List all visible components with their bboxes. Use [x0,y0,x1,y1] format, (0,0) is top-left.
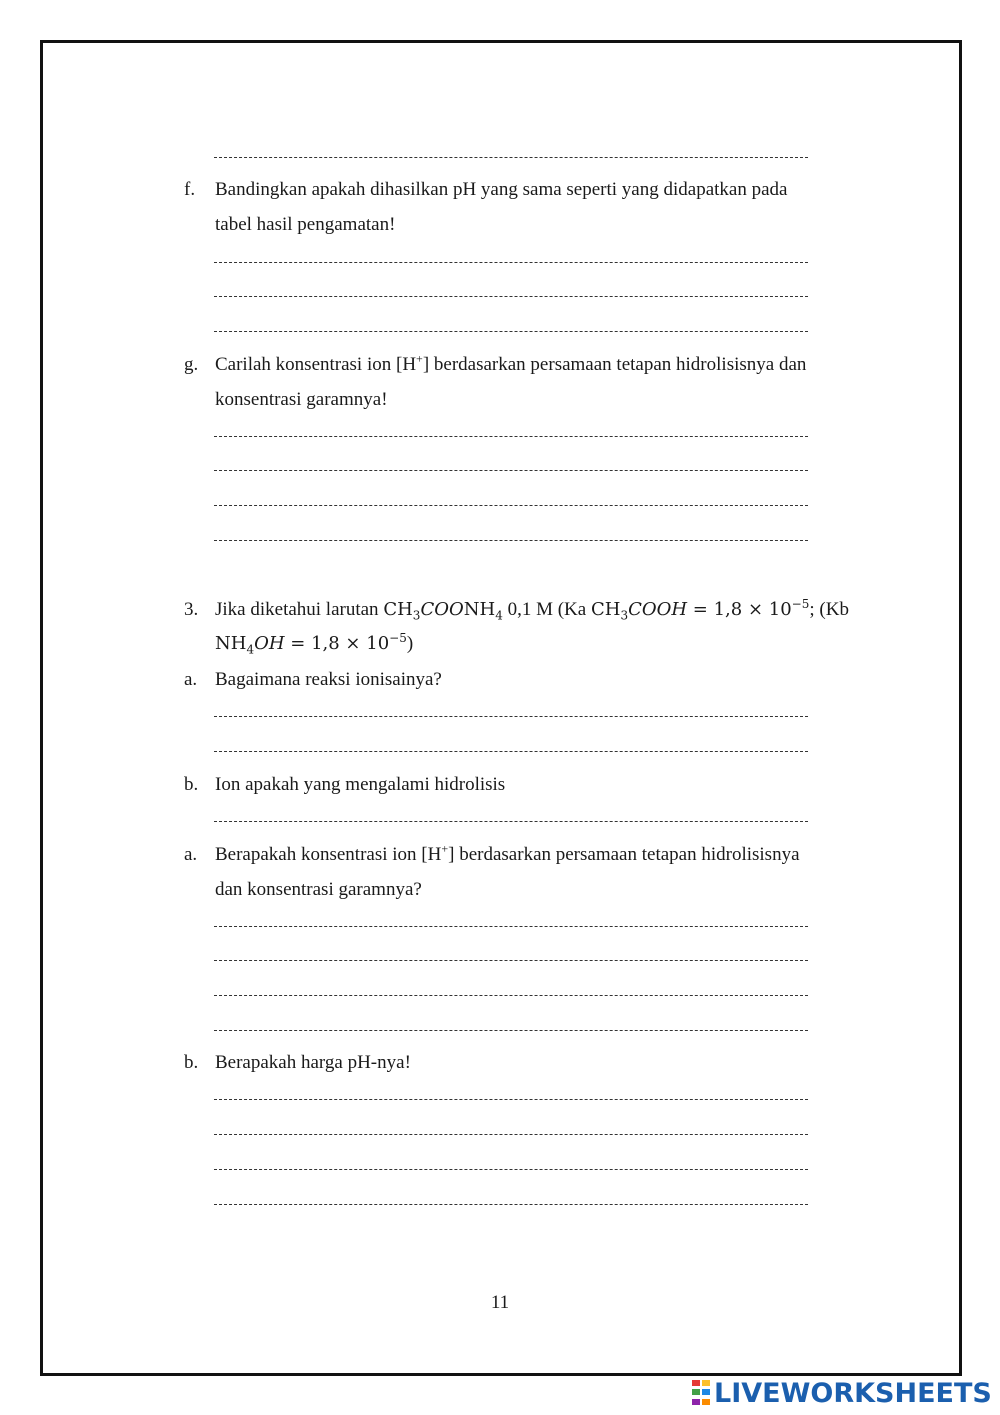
logo-block [702,1399,710,1405]
answer-line[interactable] [214,505,808,506]
logo-block [692,1380,700,1386]
page-number: 11 [490,1292,510,1313]
liveworksheets-logo [692,1376,992,1410]
question-3c-text-line2: dan konsentrasi garamnya? [215,879,422,900]
question-g-text-line2: konsentrasi garamnya! [215,389,388,410]
answer-line[interactable] [214,1134,808,1135]
question-3d-text: Berapakah harga pH-nya! [215,1052,411,1073]
logo-icon [692,1380,710,1406]
answer-line[interactable] [214,995,808,996]
question-f-text-line2: tabel hasil pengamatan! [215,214,396,235]
answer-line[interactable] [214,436,808,437]
answer-line[interactable] [214,470,808,471]
question-3a-label: a. [184,669,198,690]
formula-ch3coonh4: $CH_3COONH_4$ [383,599,503,623]
question-3c-label: a. [184,844,198,865]
answer-line[interactable] [214,1204,808,1205]
question-g-label: g. [184,354,199,375]
answer-line[interactable] [214,1169,808,1170]
answer-line[interactable] [214,716,808,717]
logo-block [692,1399,700,1405]
logo-block [692,1389,700,1395]
question-f-text: Bandingkan apakah dihasilkan pH yang sama seperti yang didapatkan pada [215,179,788,200]
question-3-text: Jika diketahui larutan $CH_3COONH_4$ 0,1 M (Ka $CH_3COOH = 1,8 \times 10^{-5}$; (Kb [215,597,849,623]
answer-line[interactable] [214,540,808,541]
answer-line[interactable] [214,1030,808,1031]
question-3a-text: Bagaimana reaksi ionisainya? [215,669,442,690]
question-3d-label: b. [184,1052,199,1073]
answer-line[interactable] [214,751,808,752]
question-3c-text: Berapakah konsentrasi ion [H+] berdasarkan persamaan tetapan hidrolisisnya [215,841,800,865]
question-3-text-line2: $NH_4OH = 1,8 \times 10^{-5}$) [215,631,414,657]
answer-line[interactable] [214,960,808,961]
answer-line[interactable] [214,296,808,297]
answer-line[interactable] [214,331,808,332]
question-3-label: 3. [184,599,199,620]
answer-line[interactable] [214,262,808,263]
answer-line[interactable] [214,157,808,158]
question-3b-label: b. [184,774,199,795]
page-border [40,40,962,1376]
answer-line[interactable] [214,1099,808,1100]
formula-ka: $CH_3COOH = 1,8 \times 10^{-5}$ [590,597,810,623]
formula-kb: $NH_4OH = 1,8 \times 10^{-5}$ [215,631,407,657]
question-g-text: Carilah konsentrasi ion [H+] berdasarkan persamaan tetapan hidrolisisnya dan [215,351,807,375]
answer-line[interactable] [214,821,808,822]
question-3b-text: Ion apakah yang mengalami hidrolisis [215,774,506,795]
logo-block [702,1389,710,1395]
question-f-label: f. [184,179,196,200]
answer-line[interactable] [214,926,808,927]
logo-text: LIVEWORKSHEETS [714,1377,992,1409]
logo-block [702,1380,710,1386]
